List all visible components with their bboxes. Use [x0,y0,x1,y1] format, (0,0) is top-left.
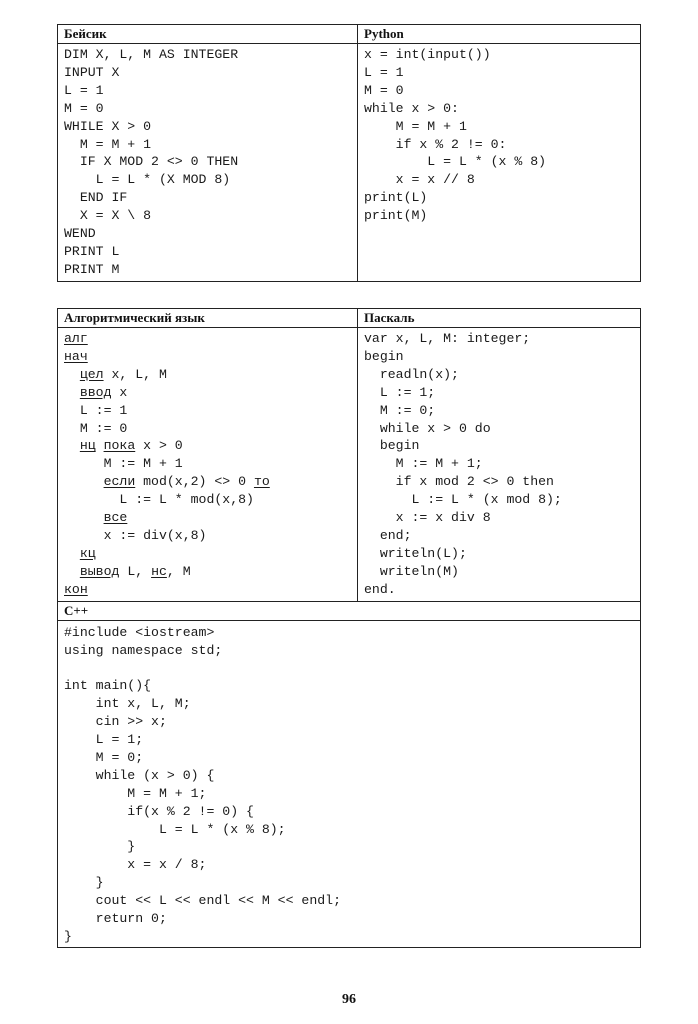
algo-keyword: нс [151,563,167,579]
algo-pascal-cpp-table [57,308,641,948]
cpp-header: C++ [58,601,641,620]
algo-keyword: кон [64,581,88,597]
algo-code-text: L := 1 [64,402,128,418]
algo-keyword: если [103,474,136,490]
algo-code-text: x > 0 [135,438,183,454]
algo-code-line [64,545,351,563]
algo-code-text: , M [166,563,191,579]
algo-keyword: вывод [79,563,120,579]
basic-code-cell [58,44,358,282]
algo-code-text: M := 0 [64,420,128,436]
algo-code-text [64,546,80,561]
algo-code-line [64,581,351,599]
algo-keyword: алг [64,331,88,346]
algo-keyword: нач [64,348,88,364]
python-code: x = int(input()) L = 1 M = 0 while x > 0: M = M + 1 if x % 2 != 0: L = L * (x % 8) x = x // 8 print(L) print(M) [364,47,547,224]
algo-keyword: цел [79,366,104,382]
algo-code-line [64,473,351,491]
algo-code-text: x [111,384,128,400]
algo-code-text [64,367,80,382]
basic-code: DIM X, L, M AS INTEGER INPUT X L = 1 M = 0 WHILE X > 0 M = M + 1 IF X MOD 2 <> 0 THEN L = L * (X MOD 8) END IF X = X \ 8 WEND PRINT L PRINT M [64,47,239,277]
algo-code-text [64,510,104,525]
algo-code-text: x := div(x,8) [64,527,207,543]
python-header: Python [358,25,641,44]
basic-header: Бейсик [58,25,358,44]
pascal-header: Паскаль [358,309,641,328]
algo-code-line [64,563,351,581]
algo-code-line [64,437,351,455]
algo-code-line [64,366,351,384]
algo-code-text [64,474,104,489]
algo-keyword: нц [79,438,96,454]
algo-keyword: все [103,510,128,526]
basic-python-table [57,24,641,282]
algo-code-text: L, [119,563,152,579]
algo-code-line [64,420,351,438]
algo-code-cell [58,328,358,602]
algo-keyword: ввод [79,384,112,400]
algo-code-text: mod(x,2) <> 0 [135,474,254,490]
algo-header: Алгоритмический язык [58,309,358,328]
algo-code-line [64,330,351,348]
algo-code-text: M := M + 1 [64,456,183,472]
algo-code-text [64,564,80,579]
algo-code-line [64,384,351,402]
page-number: 96 [342,992,356,1007]
python-code-cell [358,44,641,282]
algo-code-line [64,509,351,527]
algo-code-text [64,438,80,453]
algo-code-text: x, L, M [103,366,167,382]
algo-keyword: то [253,474,270,490]
algo-code-line [64,455,351,473]
algo-code-text: L := L * mod(x,8) [64,492,254,508]
algo-code-text [96,438,104,453]
algo-keyword: пока [103,438,136,454]
algo-code [64,330,351,599]
pascal-code: var x, L, M: integer; begin readln(x); L := 1; M := 0; while x > 0 do begin M := M + 1; if x mod 2 <> 0 then L := L * (x mod 8); x := x div 8 end; writeln(L); writeln(M) end. [364,331,562,597]
algo-keyword: кц [79,545,96,561]
algo-code-line [64,348,351,366]
cpp-code-cell [58,620,641,947]
algo-code-line [64,402,351,420]
algo-code-line [64,491,351,509]
algo-code-text [64,385,80,400]
pascal-code-cell [358,328,641,602]
cpp-code: #include <iostream> using namespace std; int main(){ int x, L, M; cin >> x; L = 1; M = 0; while (x > 0) { M = M + 1; if(x % 2 != 0) { L = L * (x % 8); } x = x / 8; } cout << L << endl << M << endl; return 0; } [64,624,341,944]
algo-code-line [64,527,351,545]
